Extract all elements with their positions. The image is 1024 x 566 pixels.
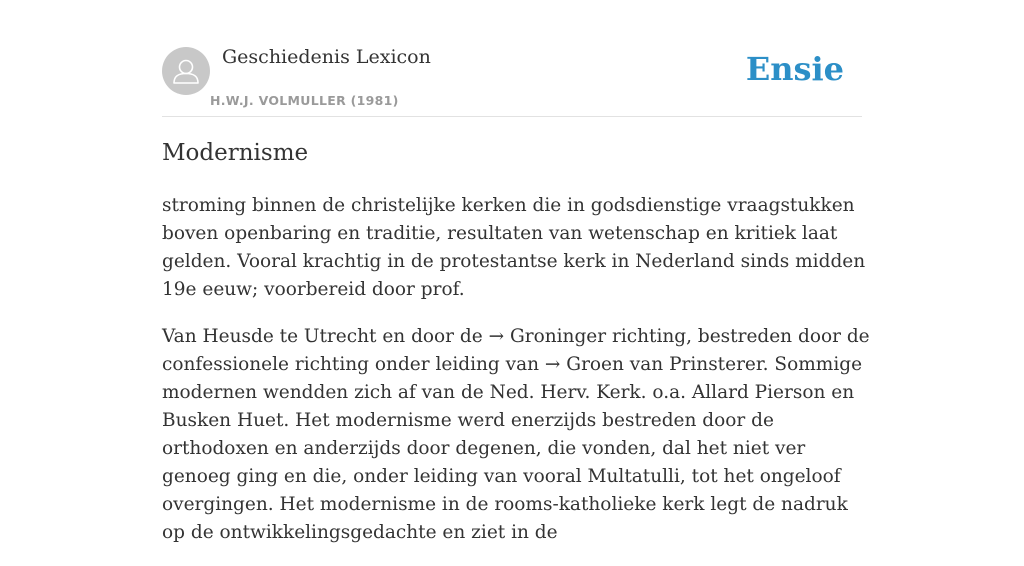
ensie-logo[interactable]: Ensie <box>745 50 844 88</box>
entry-body <box>162 192 870 566</box>
entry-paragraph: stroming binnen de christelijke kerken die in godsdienstige vraagstukken boven openbaring en traditie, resultaten van wetenschap en kritiek laat gelden. Vooral krachtig in de protestantse kerk in Nederland sinds midden 19e eeuw; voorbereid door prof. <box>162 195 866 300</box>
entry-paragraph: Van Heusde te Utrecht en door de → Groninger richting, bestreden door de confessionele richting onder leiding van → Groen van Prinsterer. Sommige modernen wendden zich af van de Ned. Herv. Kerk. o.a. Allard Pierson en Busken Huet. Het modernisme werd enerzijds bestreden door de orthodoxen en anderzijds door degenen, die vonden, dal het niet ver genoeg ging en die, onder leiding van vooral Multatulli, tot het ongeloof overgingen. Het modernisme in de rooms-katholieke kerk legt de nadruk op de ontwikkelingsgedachte en ziet in de <box>162 326 870 543</box>
source-title[interactable]: Geschiedenis Lexicon <box>222 46 431 68</box>
header <box>162 0 862 117</box>
entry-title: Modernisme <box>162 140 309 166</box>
source-author[interactable]: H.W.J. VOLMULLER (1981) <box>210 93 399 108</box>
user-icon <box>162 47 210 95</box>
avatar[interactable] <box>162 47 210 95</box>
